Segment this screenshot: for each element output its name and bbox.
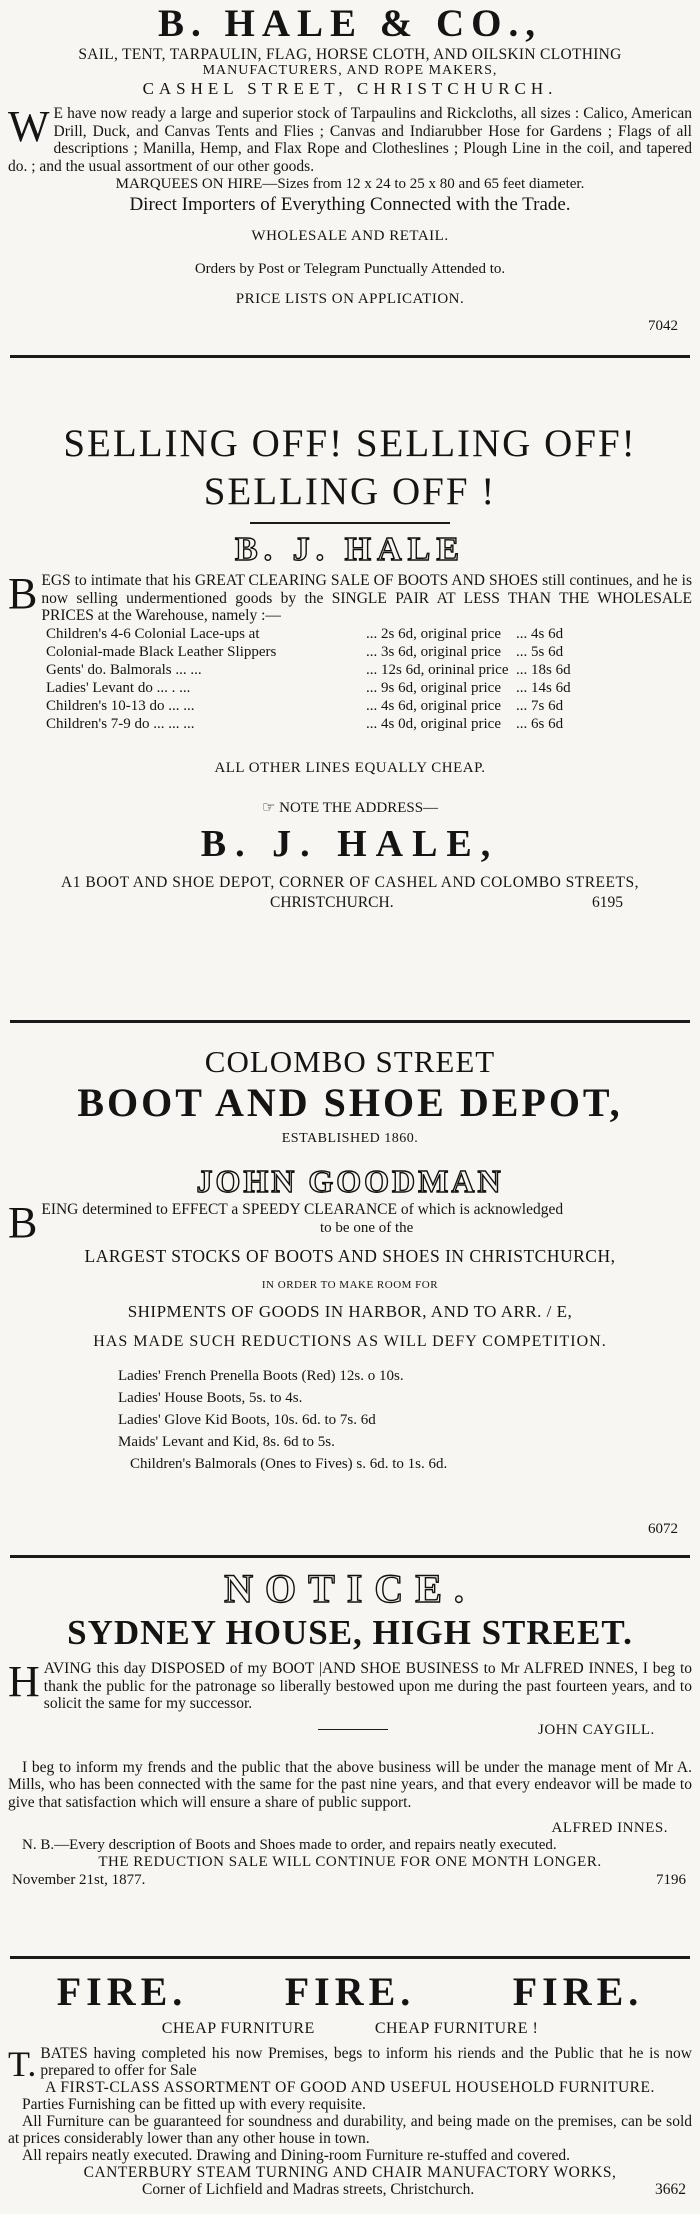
ad-reference-number: 3662 <box>655 2181 686 2198</box>
fire-word: FIRE. <box>512 1969 644 2014</box>
ad-orders: Orders by Post or Telegram Punctually Attended to. <box>194 261 506 277</box>
reductions: HAS MADE SUCH REDUCTIONS AS WILL DEFY COMPETITION. <box>93 1333 607 1350</box>
headline: SELLING OFF ! <box>203 470 497 513</box>
price-row <box>46 679 692 697</box>
divider <box>318 1729 388 1730</box>
divider <box>10 1555 690 1558</box>
list-item: Ladies' House Boots, 5s. to 4s. <box>118 1390 303 1406</box>
body-text: All repairs neatly executed. Drawing and Dining-room Furniture re-stuffed and covered. <box>22 2147 571 2164</box>
ad-importers: Direct Importers of Everything Connected with the Trade. <box>129 194 571 215</box>
ad-city: CHRISTCHURCH. <box>270 893 394 911</box>
item-name: Ladies' Levant do ... . ... <box>46 679 191 696</box>
reduction-sale: THE REDUCTION SALE WILL CONTINUE FOR ONE MONTH LONGER. <box>98 1854 602 1870</box>
price-row <box>46 715 692 733</box>
merchant-name: B. J. HALE <box>234 531 466 568</box>
ad-body <box>8 102 692 175</box>
headline: BOOT AND SHOE DEPOT, <box>77 1080 623 1125</box>
other-lines: ALL OTHER LINES EQUALLY CHEAP. <box>214 759 486 776</box>
list-item: Children's Balmorals (Ones to Fives) s. 6d. to 1s. 6d. <box>130 1456 448 1472</box>
drop-cap: W <box>8 102 50 151</box>
divider <box>10 355 690 358</box>
signature: JOHN CAYGILL. <box>538 1721 655 1738</box>
date-line <box>8 1871 692 1889</box>
signature-line <box>8 1721 692 1739</box>
sale-price: ... 9s 6d, original price <box>366 679 501 696</box>
price-row <box>46 643 692 661</box>
original-price: ... 18s 6d <box>516 661 571 678</box>
ad-address: Corner of Lichfield and Madras streets, Christchurch. <box>142 2181 475 2198</box>
ad-title: B. HALE & CO., <box>157 2 543 45</box>
ad-sydney-house <box>8 1566 692 1956</box>
fire-word: FIRE. <box>284 1969 416 2014</box>
headline: SELLING OFF! SELLING OFF! <box>63 422 637 465</box>
sale-price: ... 3s 6d, original price <box>366 643 501 660</box>
shipments: SHIPMENTS OF GOODS IN HARBOR, AND TO ARR. / E, <box>127 1302 573 1321</box>
body-text: AVING this day DISPOSED of my BOOT |AND SHOE BUSINESS to Mr ALFRED INNES, I beg to thank the public for the patronage so liberally bestowed upon me during the past fourteen years, and to solicit the same for my successor. <box>43 1660 692 1712</box>
cheap-furniture: CHEAP FURNITURE <box>161 2020 315 2037</box>
item-name: Children's 10-13 do ... ... <box>46 697 195 714</box>
body-text: All Furniture can be guaranteed for soundness and durability, and being made on the premises, can be sold at prices considerably lower than any other house in town. <box>8 2113 692 2147</box>
ad-reference-number: 6195 <box>592 893 623 911</box>
body-text: E have now ready a large and superior stock of Tarpaulins and Rickcloths, all sizes : Calico, American Drill, Duck, and Canvas Tents and Flies ; Canvas and Indiarubber Hose for Gardens ; Flags of all descriptions ; Manilla, Hemp, and Flax Rope and Clotheslines ; Plough Line in the coil, and tapered do. ; and the usual assortment of our other goods. <box>8 105 692 175</box>
ad-date: November 21st, 1877. <box>12 1872 146 1888</box>
price-row <box>46 697 692 715</box>
city-line <box>8 893 692 913</box>
assortment: A FIRST-CLASS ASSORTMENT OF GOOD AND USEFUL HOUSEHOLD FURNITURE. <box>45 2079 655 2096</box>
divider <box>10 1020 690 1023</box>
established: ESTABLISHED 1860. <box>281 1131 419 1146</box>
cheap-furniture: CHEAP FURNITURE ! <box>374 2020 539 2037</box>
notice-heading: NOTICE. <box>224 1566 476 1611</box>
note-line <box>8 799 692 817</box>
divider <box>10 1956 690 1959</box>
drop-cap: H <box>8 1657 40 1706</box>
ad-reference-number: 7042 <box>648 318 678 334</box>
original-price: ... 5s 6d <box>516 643 564 660</box>
ad-wholesale: WHOLESALE AND RETAIL. <box>251 228 449 244</box>
item-list <box>118 1365 692 1475</box>
sale-price: ... 4s 0d, original price <box>366 715 501 732</box>
body-text: to be one of the <box>320 1220 414 1236</box>
nb-note: N. B.—Every description of Boots and Shoes made to order, and repairs neatly executed. <box>22 1837 557 1853</box>
item-name: Gents' do. Balmorals ... ... <box>46 661 202 678</box>
divider <box>250 522 450 524</box>
ad-fire-bates <box>8 1969 692 2214</box>
body-text: BATES having completed his now Premises, begs to inform his riends and the Public that he is now prepared to offer for Sale <box>40 2045 692 2079</box>
merchant-name: JOHN GOODMAN <box>196 1163 504 1199</box>
ad-bj-hale <box>8 420 692 1020</box>
ad-address: CASHEL STREET, CHRISTCHURCH. <box>142 79 558 98</box>
corner-line <box>8 2181 692 2199</box>
ad-reference-number: 6072 <box>648 1521 678 1537</box>
list-item: Ladies' French Prenella Boots (Red) 12s. o 10s. <box>118 1368 404 1384</box>
price-row <box>46 661 692 679</box>
ad-marquees: MARQUEES ON HIRE—Sizes from 12 x 24 to 25 x 80 and 65 feet diameter. <box>115 176 585 192</box>
note-text: NOTE THE ADDRESS— <box>279 799 439 816</box>
original-price: ... 4s 6d <box>516 625 564 642</box>
sale-price: ... 2s 6d, original price <box>366 625 501 642</box>
original-price: ... 7s 6d <box>516 697 564 714</box>
cheap-furniture-line <box>8 2019 692 2039</box>
body-text: EGS to intimate that his GREAT CLEARING SALE OF BOOTS AND SHOES still continues, and he is now selling undermentioned goods by the SINGLE PAIR AT LESS THAN THE WHOLESALE PRICES at the Warehouse, namely :— <box>41 572 692 624</box>
ad-body: I beg to inform my frends and the public that the above business will be under the manage ment of Mr A. Mills, who has been connected with the same for the past nine years, and that every endeavor will be made to give that satisfaction which will ensure a share of public support. <box>8 1758 692 1811</box>
sale-price: ... 4s 6d, original price <box>366 697 501 714</box>
sale-price: ... 12s 6d, orininal price <box>366 661 509 678</box>
body-text: EING determined to EFFECT a SPEEDY CLEARANCE of which is acknowledged <box>41 1201 564 1218</box>
list-item: Maids' Levant and Kid, 8s. 6d to 5s. <box>118 1434 335 1450</box>
item-name: Children's 4-6 Colonial Lace-ups at <box>46 625 260 642</box>
drop-cap: T. <box>8 2044 37 2084</box>
drop-cap: B <box>8 1198 38 1247</box>
price-list <box>46 625 692 733</box>
ad-goodman <box>8 1043 692 1555</box>
ad-reference-number: 7196 <box>656 1872 686 1888</box>
ad-subtitle: MANUFACTURERS, AND ROPE MAKERS, <box>202 63 498 78</box>
ad-body <box>8 1657 692 1713</box>
merchant-name: B. J. HALE, <box>200 822 500 865</box>
ad-address: A1 BOOT AND SHOE DEPOT, CORNER OF CASHEL AND COLOMBO STREETS, <box>61 873 639 891</box>
headline: COLOMBO STREET <box>204 1044 496 1079</box>
fire-headline <box>8 1969 692 2015</box>
item-name: Colonial-made Black Leather Slippers <box>46 643 277 660</box>
largest-stocks: LARGEST STOCKS OF BOOTS AND SHOES IN CHRISTCHURCH, <box>84 1246 616 1266</box>
item-name: Children's 7-9 do ... ... ... <box>46 715 195 732</box>
in-order: IN ORDER TO MAKE ROOM FOR <box>261 1279 439 1291</box>
list-item: Ladies' Glove Kid Boots, 10s. 6d. to 7s. 6d <box>118 1412 376 1428</box>
headline: SYDNEY HOUSE, HIGH STREET. <box>67 1613 633 1652</box>
ad-body <box>8 569 692 625</box>
original-price: ... 6s 6d <box>516 715 564 732</box>
works-name: CANTERBURY STEAM TURNING AND CHAIR MANUFACTORY WORKS, <box>83 2164 617 2181</box>
ad-price-lists: PRICE LISTS ON APPLICATION. <box>235 291 465 307</box>
ad-body <box>8 2044 692 2084</box>
body-text: Parties Furnishing can be fitted up with every requisite. <box>22 2096 366 2113</box>
price-row <box>46 625 692 643</box>
drop-cap: B <box>8 569 38 618</box>
ad-subtitle: SAIL, TENT, TARPAULIN, FLAG, HORSE CLOTH, AND OILSKIN CLOTHING <box>78 46 622 63</box>
ad-hale-co <box>8 0 692 355</box>
pointing-hand-icon: ☞ <box>261 799 276 816</box>
fire-word: FIRE. <box>56 1969 188 2014</box>
original-price: ... 14s 6d <box>516 679 571 696</box>
signature: ALFRED INNES. <box>551 1820 668 1836</box>
